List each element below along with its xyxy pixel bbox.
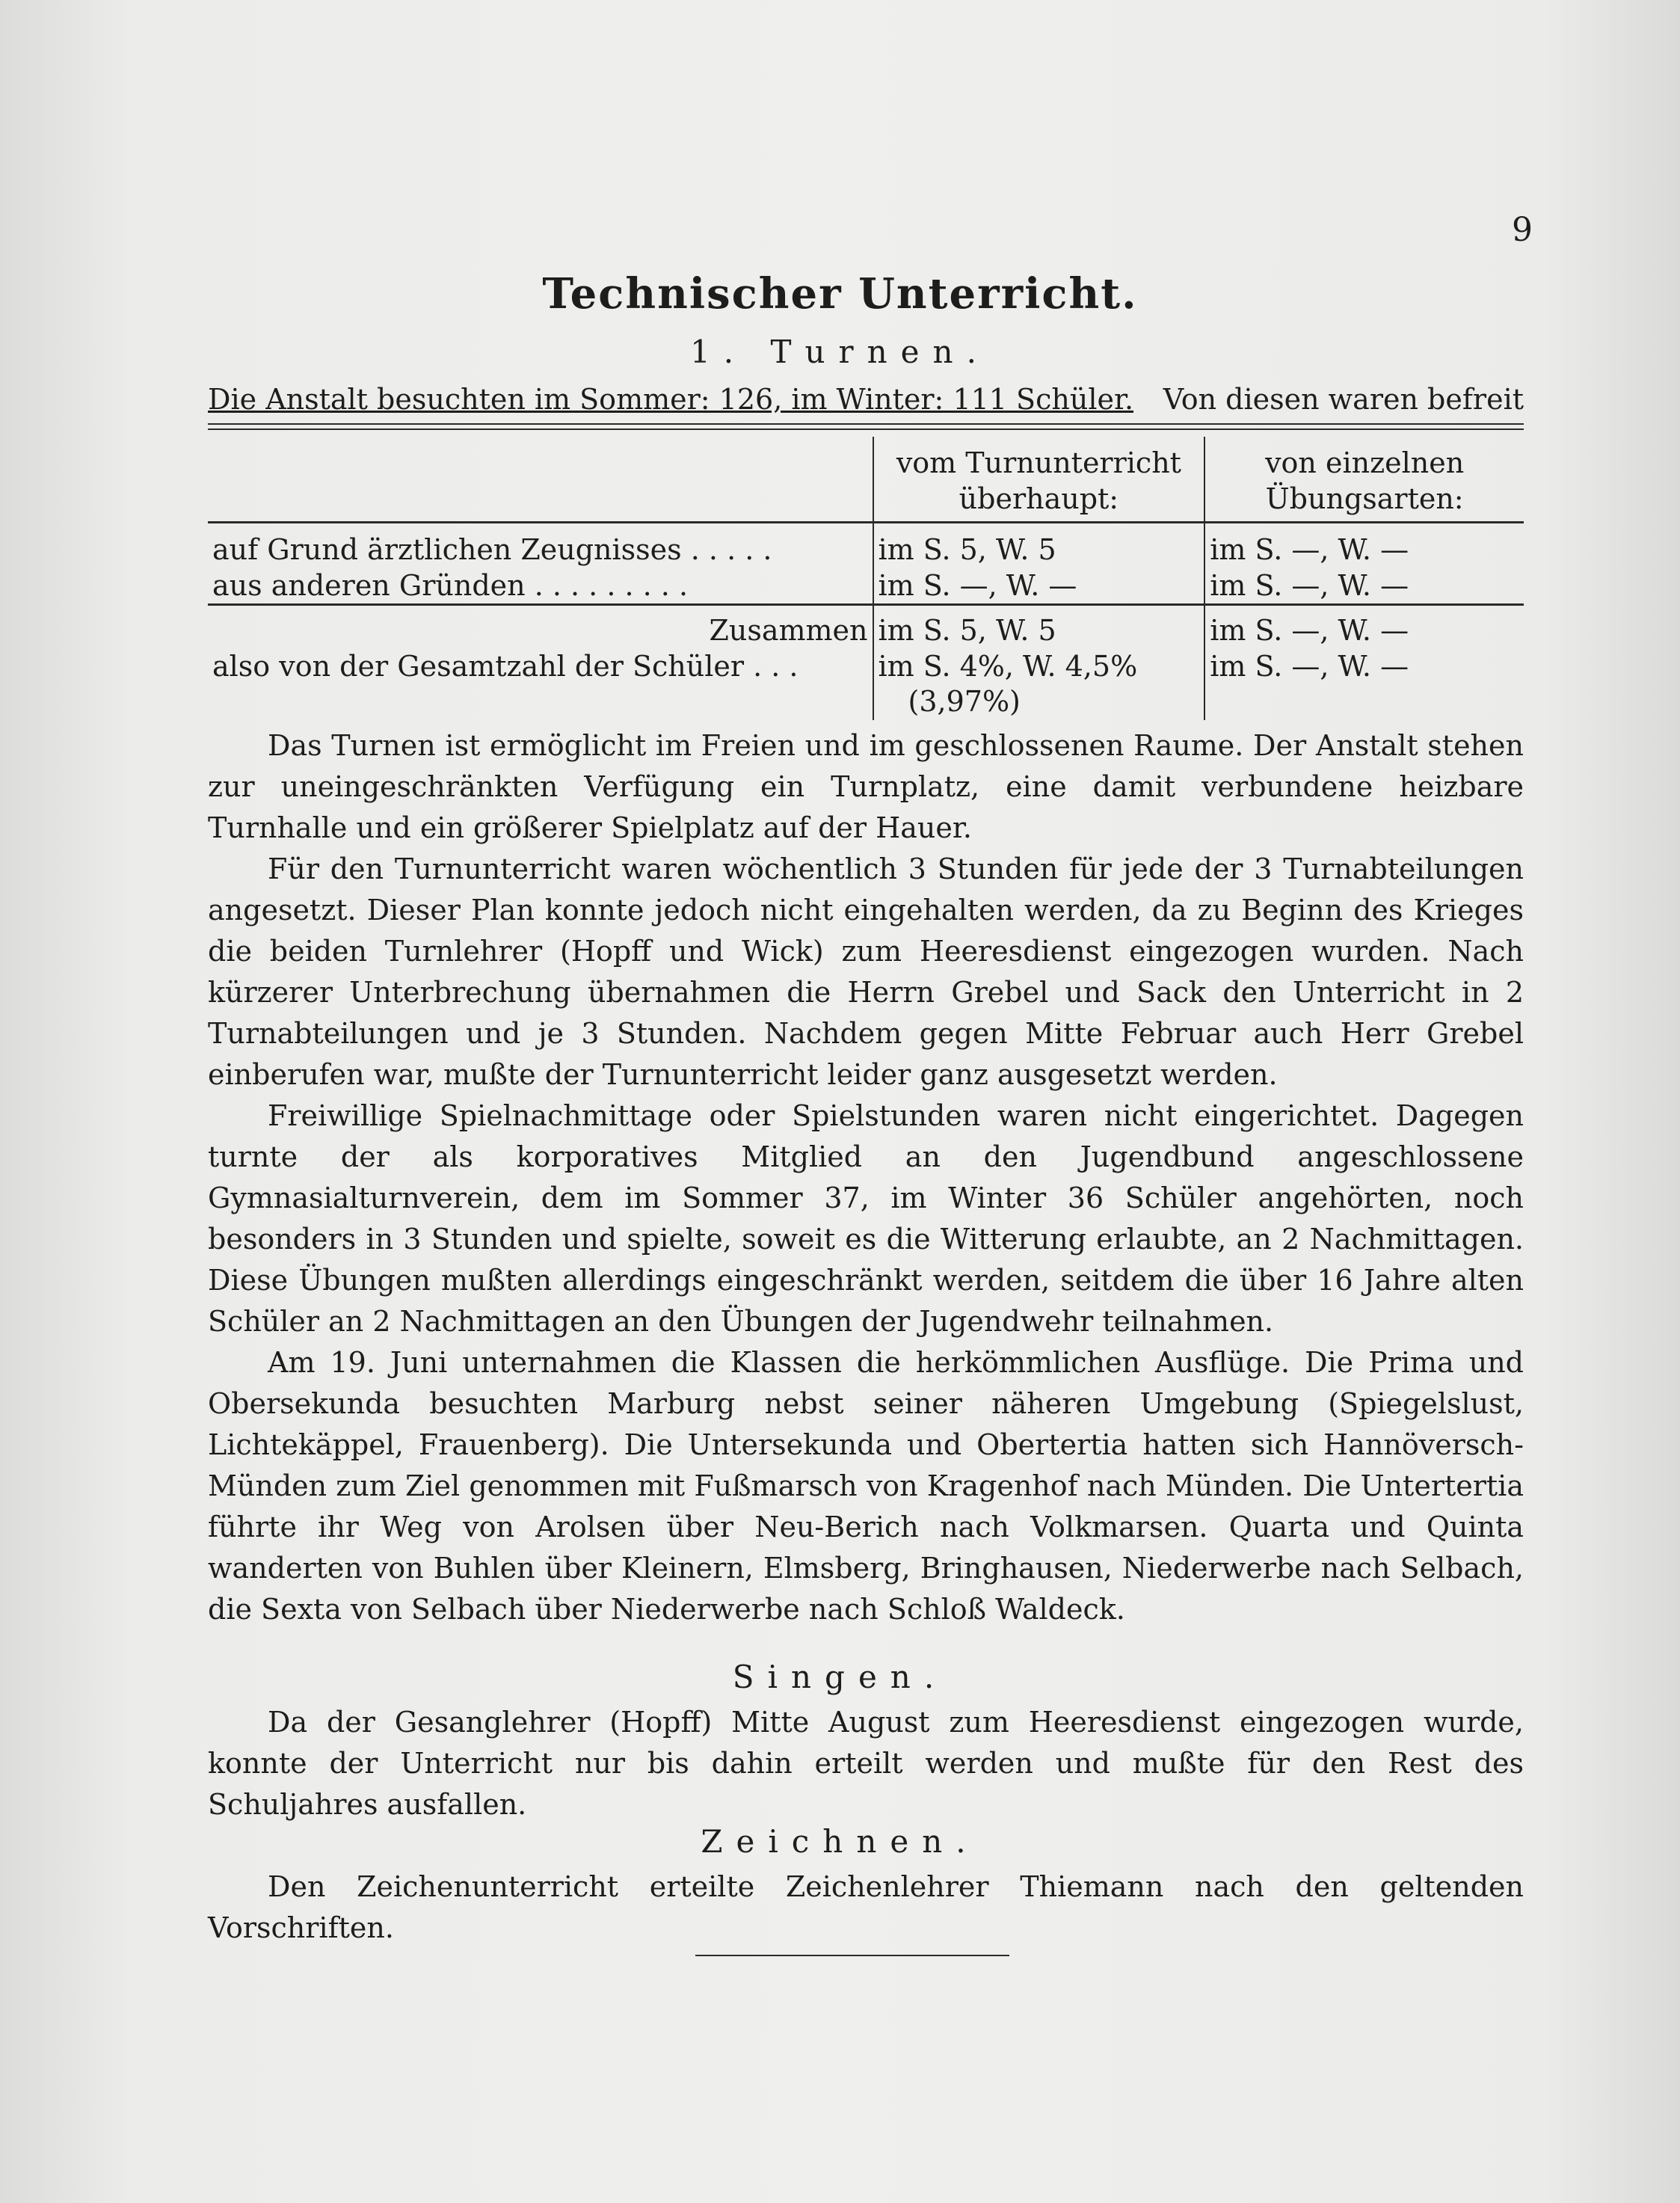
page-number: 9 <box>1512 211 1533 249</box>
paragraph: Am 19. Juni unternahmen die Klassen die herkömmlichen Ausflüge. Die Prima und Obersekunda besuchten Marburg nebst seiner näheren Umgebung (Spiegelslust, Lichtekäppel, Frauenberg). Die Untersekunda und Obertertia hatten sich Hannöversch-Münden zum Ziel genommen mit Fußmarsch von Kragenhof nach Münden. Die Untertertia führte ihr Weg von Arolsen über Neu-Berich nach Volkmarsen. Quarta und Quinta wanderten von Buhlen über Kleinern, Elmsberg, Bringhausen, Niederwerbe nach Selbach, die Sexta von Selbach über Niederwerbe nach Schloß Waldeck. <box>208 1346 1524 1626</box>
paragraph: Da der Gesanglehrer (Hopff) Mitte August zum Heeresdienst eingezogen wurde, konnte der Unterricht nur bis dahin erteilt werden und mußte für den Rest des Schuljahres ausfallen. <box>208 1706 1524 1821</box>
row-value-overall: im S. —, W. — <box>873 568 1205 605</box>
table-header-partial: von einzelnen Übungsarten: <box>1204 437 1524 523</box>
table-header-empty <box>208 437 873 523</box>
intro-exempt: Von diesen waren befreit <box>1163 383 1524 416</box>
section-heading-singen: Singen. <box>732 1659 948 1695</box>
paragraph: Für den Turnunterricht waren wöchentlich 3 Stunden für jede der 3 Turnabteilungen angesetzt. Dieser Plan konnte jedoch nicht eingehalten werden, da zu Beginn des Krieges die beiden Turnlehrer (Hopff und Wick) zum Heeresdienst eingezogen wurden. Nach kürzerer Unterbrechung übernahmen die Herrn Grebel und Sack den Unterricht in 2 Turnabteilungen und je 3 Stunden. Nachdem gegen Mitte Februar auch Herr Grebel einberufen war, mußte der Turnunterricht leider ganz ausgesetzt werden. <box>208 852 1524 1091</box>
zeichnen-body <box>208 1866 1524 1949</box>
intro-attendance: Die Anstalt besuchten im Sommer: 126, im Winter: 111 Schüler. <box>208 383 1134 416</box>
share-percent: im S. 4%, W. 4,5% <box>878 649 1138 683</box>
share-label: also von der Gesamtzahl der Schüler . . . <box>212 649 799 683</box>
singen-body <box>208 1702 1524 1825</box>
paragraph: Das Turnen ist ermöglicht im Freien und im geschlossenen Raume. Der Anstalt stehen zur uneingeschränkten Verfügung ein Turnplatz, eine damit verbundene heizbare Turnhalle und ein größerer Spielplatz auf der Hauer. <box>208 729 1524 844</box>
page-title: Technischer Unterricht. <box>542 269 1138 319</box>
turnen-intro-line <box>208 383 1524 425</box>
sum-label: Zusammen <box>709 614 868 647</box>
exemption-table <box>208 437 1524 720</box>
row-value-partial: im S. —, W. — <box>1204 523 1524 568</box>
table-header-overall: vom Turnunterricht überhaupt: <box>873 437 1205 523</box>
sum-value-partial: im S. —, W. — <box>1204 605 1524 649</box>
turnen-body <box>208 725 1524 1630</box>
paragraph: Den Zeichenunterricht erteilte Zeichenlehrer Thiemann nach den geltenden Vorschriften. <box>208 1870 1524 1944</box>
table-header-row <box>208 437 1524 523</box>
paragraph: Freiwillige Spielnachmittage oder Spielstunden waren nicht eingerichtet. Dagegen turnte der als korporatives Mitglied an den Jugendbund angeschlossene Gymnasialturnverein, dem im Sommer 37, im Winter 36 Schüler angehörten, noch besonders in 3 Stunden und spielte, soweit es die Witterung erlaubte, an 2 Nachmittagen. Diese Übungen mußten allerdings eingeschränkt werden, seitdem die über 16 Jahre alten Schüler an 2 Nachmittagen an den Übungen der Jugendwehr teilnahmen. <box>208 1099 1524 1338</box>
sum-value-overall: im S. 5, W. 5 <box>873 605 1205 649</box>
section-heading-turnen: 1. Turnen. <box>690 334 990 370</box>
table-row <box>208 523 1524 568</box>
share-percent-total: (3,97%) <box>908 685 1021 718</box>
row-label: aus anderen Gründen . . . . . . . . . <box>208 568 873 605</box>
share-value-overall <box>873 649 1205 720</box>
section-heading-zeichnen: Zeichnen. <box>701 1823 979 1860</box>
row-label: auf Grund ärztlichen Zeugnisses . . . . . <box>212 533 772 566</box>
table-row <box>208 568 1524 605</box>
table-row-sum <box>208 605 1524 649</box>
row-value-partial: im S. —, W. — <box>1204 568 1524 605</box>
row-value-overall: im S. 5, W. 5 <box>873 523 1205 568</box>
header-rule <box>208 428 1524 430</box>
share-value-partial: im S. —, W. — <box>1204 649 1524 720</box>
closing-rule <box>695 1955 1009 1956</box>
table-row-share <box>208 649 1524 720</box>
